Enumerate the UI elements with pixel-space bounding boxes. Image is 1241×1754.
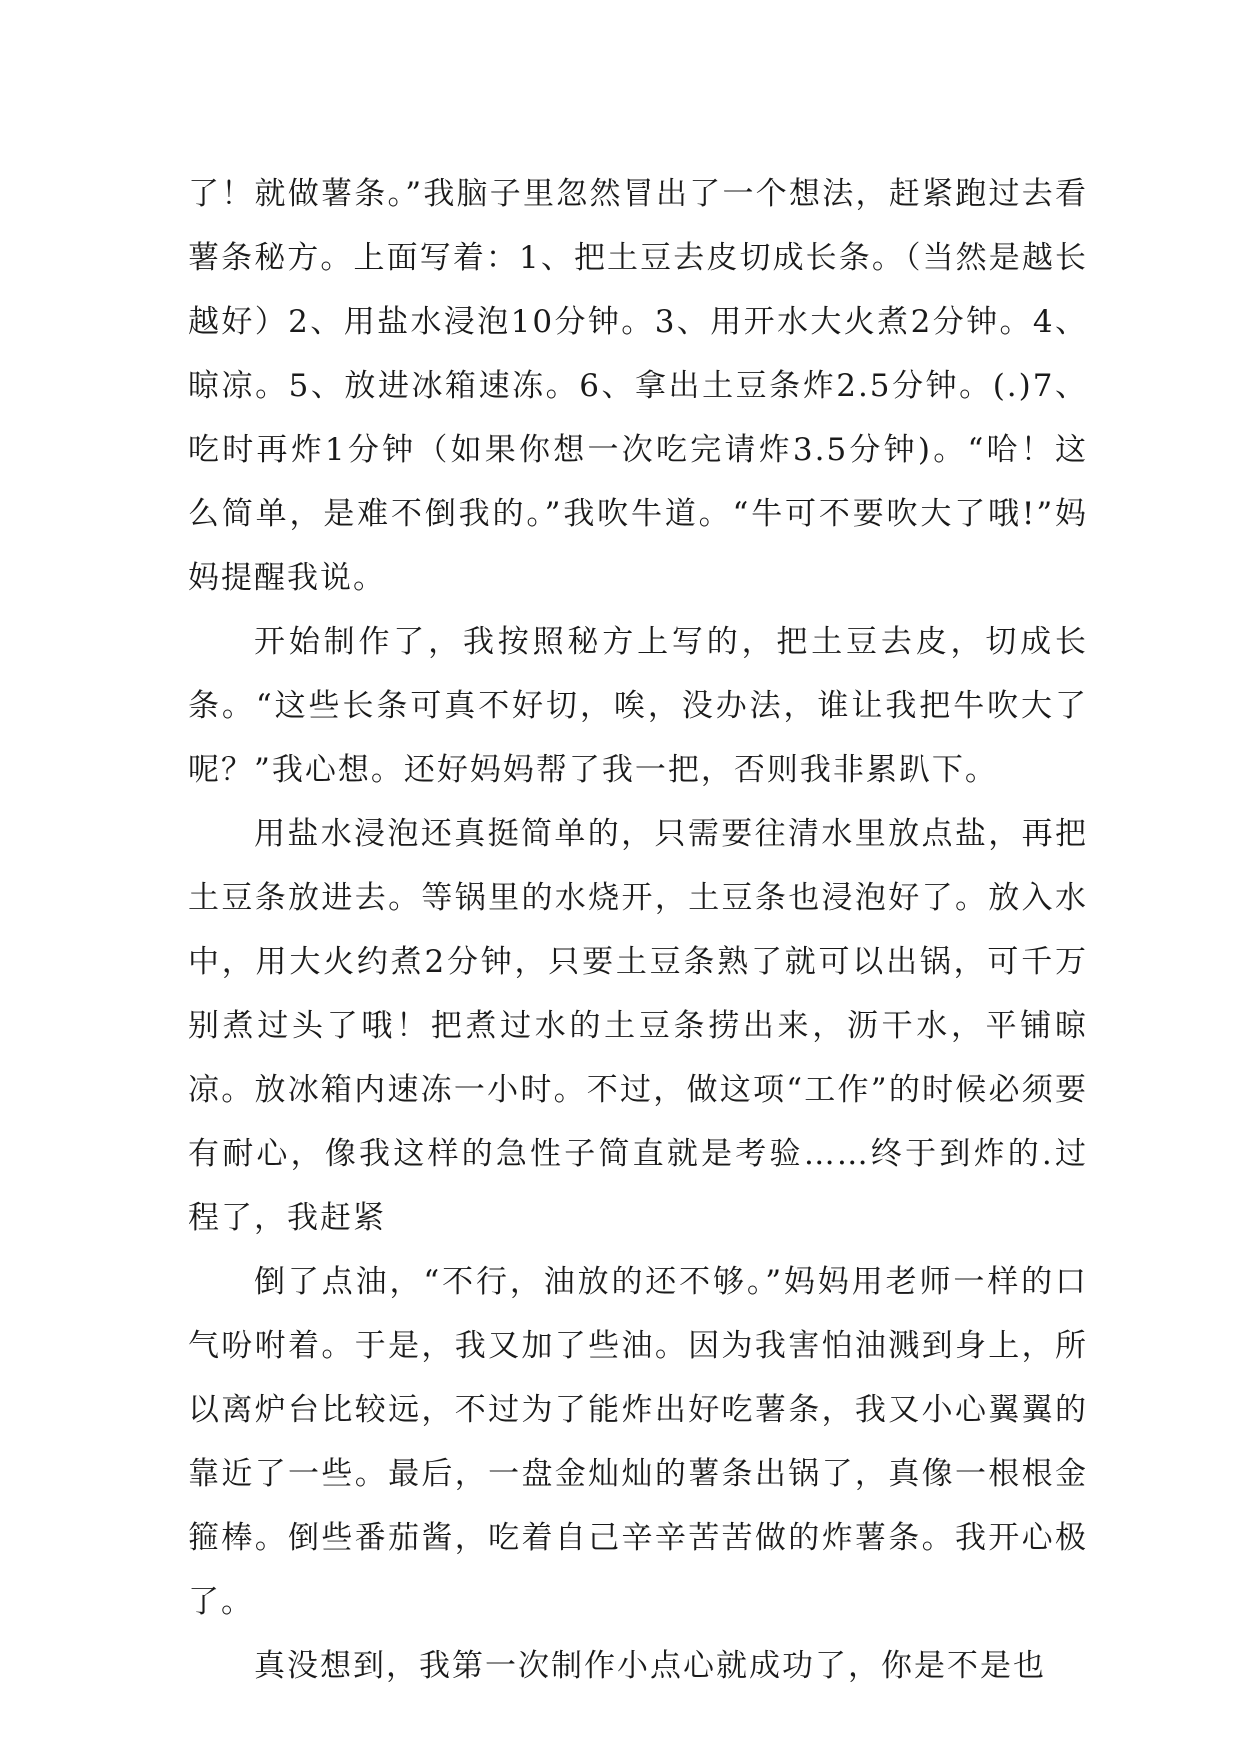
paragraph-3: 用盐水浸泡还真挺简单的，只需要往清水里放点盐，再把土豆条放进去。等锅里的水烧开，土豆条也浸泡好了。放入水中，用大火约煮2分钟，只要土豆条熟了就可以出锅，可千万别煮过头了哦！把煮过水的土豆条捞出来，沥干水，平铺晾凉。放冰箱内速冻一小时。不过，做这项“工作”的时候必须要有耐心，像我这样的急性子简直就是考验……终于到炸的.过程了，我赶紧 bbox=[188, 816, 1088, 1236]
paragraph-4: 倒了点油，“不行，油放的还不够。”妈妈用老师一样的口气吩咐着。于是，我又加了些油。因为我害怕油溅到身上，所以离炉台比较远，不过为了能炸出好吃薯条，我又小心翼翼的靠近了一些。最后，一盘金灿灿的薯条出锅了，真像一根根金箍棒。倒些番茄酱，吃着自己辛辛苦苦做的炸薯条。我开心极了。 bbox=[188, 1264, 1088, 1620]
document-body bbox=[188, 162, 1088, 1698]
paragraph-1: 了！就做薯条。”我脑子里忽然冒出了一个想法，赶紧跑过去看薯条秘方。上面写着：1、把土豆去皮切成长条。（当然是越长越好）2、用盐水浸泡10分钟。3、用开水大火煮2分钟。4、晾凉。5、放进冰箱速冻。6、拿出土豆条炸2.5分钟。(.)7、吃时再炸1分钟（如果你想一次吃完请炸3.5分钟)。“哈！这么简单，是难不倒我的。”我吹牛道。“牛可不要吹大了哦!”妈妈提醒我说。 bbox=[188, 176, 1088, 596]
paragraph-5: 真没想到，我第一次制作小点心就成功了，你是不是也 bbox=[254, 1648, 1046, 1684]
paragraph-2: 开始制作了，我按照秘方上写的，把土豆去皮，切成长条。“这些长条可真不好切，唉，没办法，谁让我把牛吹大了呢？”我心想。还好妈妈帮了我一把，否则我非累趴下。 bbox=[188, 624, 1088, 788]
